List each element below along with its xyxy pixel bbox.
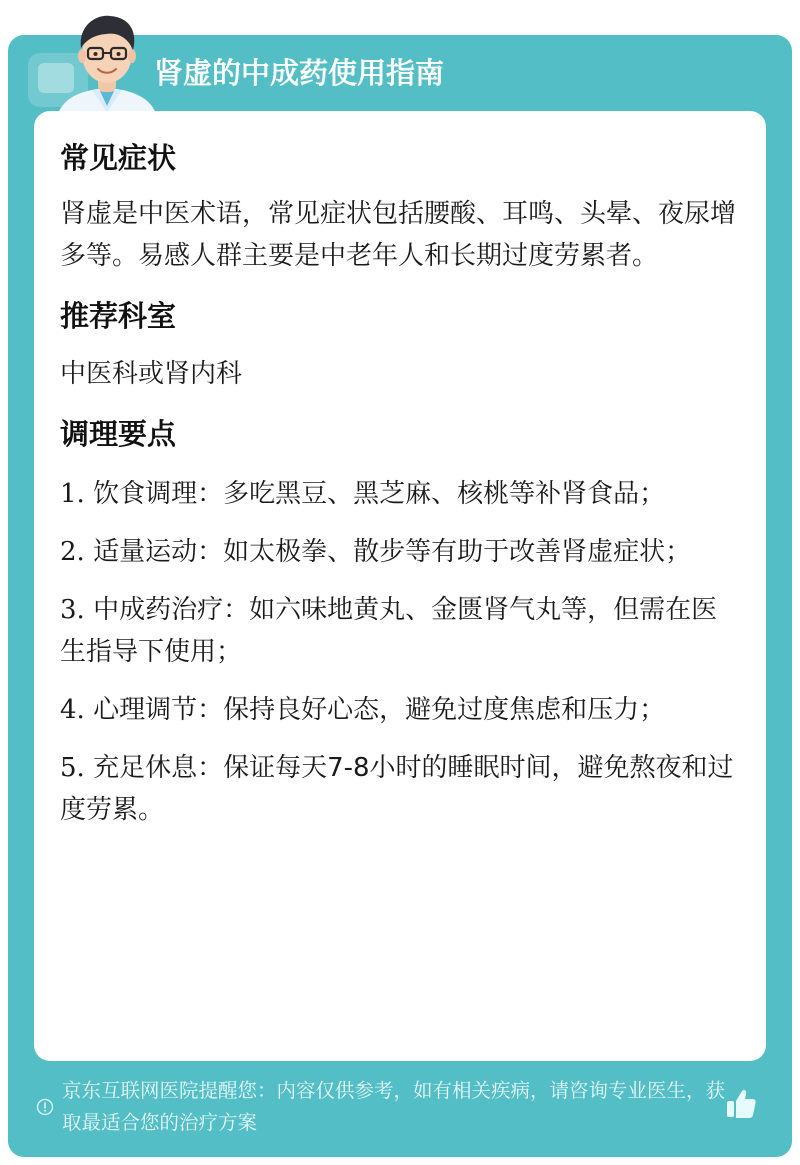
tip-item: 4. 心理调节：保持良好心态，避免过度焦虑和压力； bbox=[60, 695, 666, 725]
tip-item: 1. 饮食调理：多吃黑豆、黑芝麻、核桃等补肾食品； bbox=[60, 479, 666, 509]
info-icon bbox=[36, 1098, 54, 1116]
tip-item: 3. 中成药治疗：如六味地黄丸、金匮肾气丸等，但需在医生指导下使用； bbox=[60, 595, 718, 667]
guide-panel bbox=[8, 35, 792, 1157]
doctor-avatar bbox=[48, 8, 166, 123]
disclaimer-text: 京东互联网医院提醒您：内容仅供参考，如有相关疾病，请咨询专业医生，获取最适合您的治疗方案 bbox=[62, 1079, 726, 1134]
section-title-tips: 调理要点 bbox=[60, 417, 177, 451]
symptoms-text: 肾虚是中医术语，常见症状包括腰酸、耳鸣、头晕、夜尿增多等。易感人群主要是中老年人和长期过度劳累者。 bbox=[60, 199, 737, 271]
department-text: 中医科或肾内科 bbox=[60, 359, 243, 389]
section-title-department: 推荐科室 bbox=[60, 299, 177, 333]
section-title-symptoms: 常见症状 bbox=[60, 141, 177, 175]
page-title: 肾虚的中成药使用指南 bbox=[154, 56, 445, 90]
content-body bbox=[60, 135, 740, 831]
thumbs-up-icon[interactable] bbox=[724, 1087, 758, 1121]
content-card bbox=[34, 111, 766, 1061]
tip-item: 5. 充足休息：保证每天7-8小时的睡眠时间，避免熬夜和过度劳累。 bbox=[60, 753, 734, 825]
tip-item: 2. 适量运动：如太极拳、散步等有助于改善肾虚症状； bbox=[60, 537, 692, 567]
